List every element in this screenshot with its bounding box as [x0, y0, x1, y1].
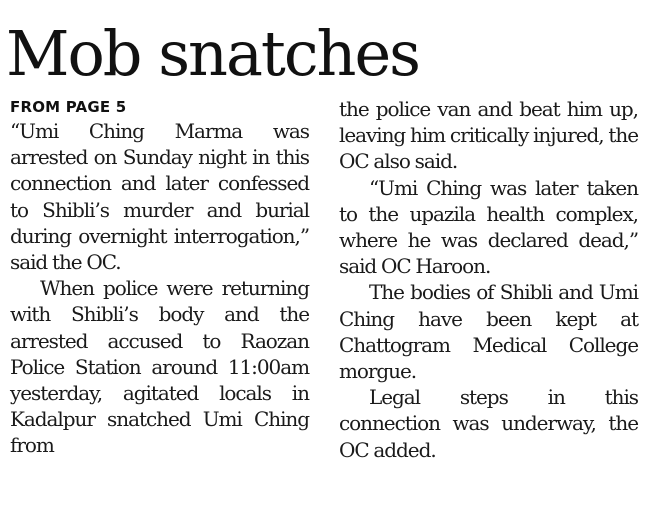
article-paragraph: When police were returning with Shibli’s body and the arrested accused to Raozan Police Station around 11:00am yesterday, agitated locals in Kadalpur snatched Umi Ching from: [10, 276, 309, 458]
continued-from-label: FROM PAGE 5: [10, 98, 127, 116]
article-column-right: [339, 96, 638, 463]
article-paragraph: “Umi Ching Marma was arrested on Sunday night in this connection and later confessed to Shibli’s murder and burial during overnight interrogation,” said the OC.: [10, 119, 309, 275]
headline: Mob snatches: [6, 17, 419, 90]
article-paragraph: the police van and beat him up, leaving him critically injured, the OC also said.: [339, 97, 638, 174]
article-body: [10, 96, 638, 524]
article-paragraph: Legal steps in this connection was underway, the OC added.: [339, 385, 638, 462]
article-column-left: [10, 96, 309, 459]
article-paragraph: The bodies of Shibli and Umi Ching have been kept at Chattogram Medical College morgue.: [339, 280, 638, 384]
article-paragraph: “Umi Ching was later taken to the upazila health complex, where he was declared dead,” said OC Haroon.: [339, 175, 638, 279]
